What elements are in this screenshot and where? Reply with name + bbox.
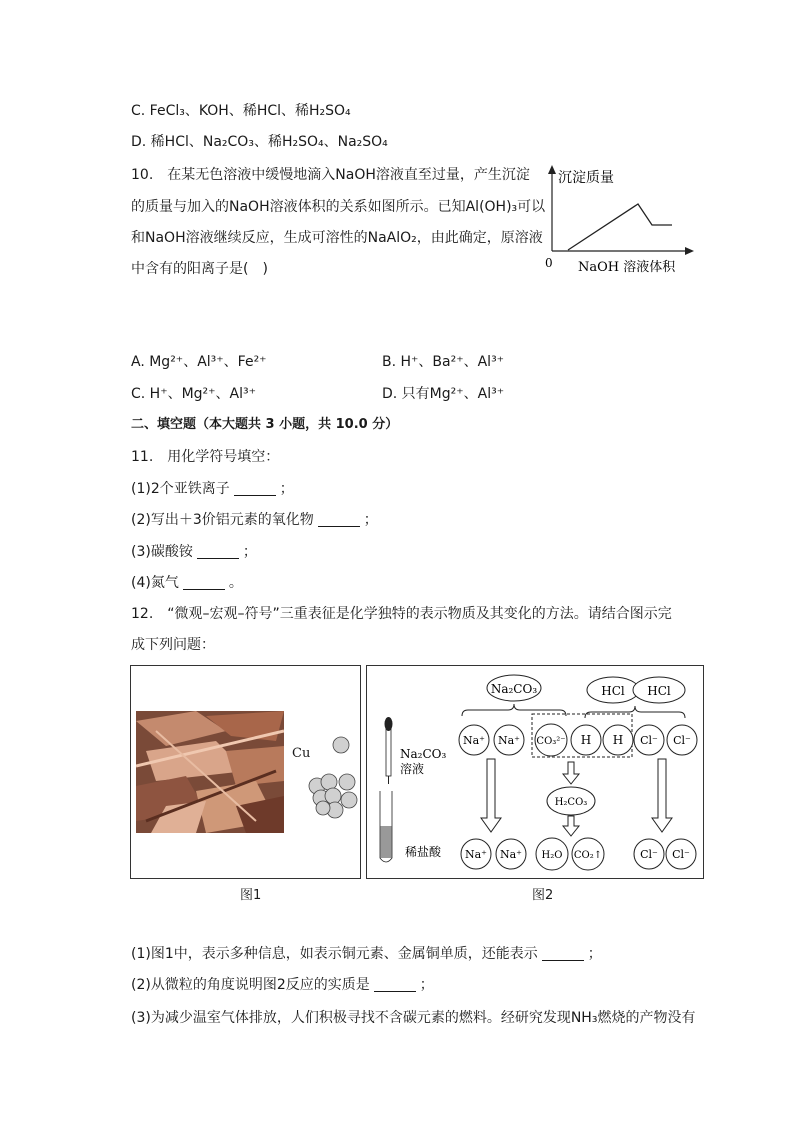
answer-blank[interactable] [542, 946, 584, 961]
graph-origin: 0 [545, 256, 553, 270]
figure-1-caption: 图1 [240, 888, 262, 903]
copper-atoms [303, 730, 363, 820]
answer-blank[interactable] [234, 481, 276, 496]
hcl-label-2: HCl [647, 684, 671, 698]
graph-xlabel: NaOH 溶液体积 [578, 260, 676, 275]
question-12-line1: 12. “微观–宏观–符号”三重表征是化学独特的表示物质及其变化的方法。请结合图示完 [131, 606, 672, 622]
svg-text:Cl⁻: Cl⁻ [640, 848, 658, 861]
question-12-1: (1)图1中，表示多种信息，如表示铜元素、金属铜单质，还能表示 ； [131, 946, 602, 962]
question-11-1: (1)2个亚铁离子 ； [131, 481, 294, 497]
dropper-icon [385, 717, 393, 784]
svg-text:Cl⁻: Cl⁻ [640, 734, 658, 747]
answer-blank[interactable] [197, 544, 239, 559]
svg-text:H: H [580, 733, 592, 747]
option-b: B. H⁺、Ba²⁺、Al³⁺ [382, 354, 505, 370]
question-10-line4: 中含有的阳离子是( ) [131, 261, 268, 277]
question-10-line2: 的质量与加入的NaOH溶液体积的关系如图所示。已知Al(OH)₃可以 [131, 199, 546, 215]
svg-text:H: H [612, 733, 624, 747]
option-c: C. H⁺、Mg²⁺、Al³⁺ [131, 386, 257, 402]
answer-blank[interactable] [318, 512, 360, 527]
cu-label: Cu [292, 746, 311, 761]
hcl-label-1: HCl [601, 684, 625, 698]
question-12-line2: 成下列问题： [131, 637, 215, 653]
y-axis-arrow [548, 165, 556, 174]
question-12-2: (2)从微粒的角度说明图2反应的实质是 ； [131, 977, 434, 993]
question-11-3: (3)碳酸铵 ； [131, 544, 257, 560]
question-12-3: (3)为减少温室气体排放，人们积极寻找不含碳元素的燃料。经研究发现NH₃燃烧的产物没有 [131, 1010, 696, 1026]
svg-text:CO₃²⁻: CO₃²⁻ [536, 736, 566, 747]
question-10-line1: 10. 在某无色溶液中缓慢地滴入NaOH溶液直至过量，产生沉淀 [131, 167, 530, 183]
curve [568, 204, 672, 250]
x-axis-arrow [685, 247, 694, 255]
option-d-q9: D. 稀HCl、Na₂CO₃、稀H₂SO₄、Na₂SO₄ [131, 134, 388, 150]
copper-photo [136, 711, 284, 833]
brace-right [585, 706, 685, 718]
svg-text:H₂CO₃: H₂CO₃ [554, 797, 588, 808]
figure-1 [130, 665, 361, 879]
svg-text:Cl⁻: Cl⁻ [672, 848, 690, 861]
brace-left [462, 704, 566, 716]
answer-blank[interactable] [183, 575, 225, 590]
precipitate-graph [538, 163, 698, 278]
svg-text:H₂O: H₂O [541, 850, 563, 861]
reagent1-top: Na₂CO₃ [400, 747, 447, 761]
graph-ylabel: 沉淀质量 [558, 170, 614, 186]
figure-2-caption: 图2 [532, 888, 554, 903]
question-11-2: (2)写出＋3价铝元素的氧化物 ； [131, 512, 378, 528]
figure-2 [366, 665, 704, 879]
svg-text:Cl⁻: Cl⁻ [673, 734, 691, 747]
svg-text:Na⁺: Na⁺ [465, 848, 487, 861]
question-11: 11. 用化学符号填空： [131, 449, 280, 465]
arrow-mid-bottom [563, 816, 579, 836]
option-c-q9: C. FeCl₃、KOH、稀HCl、稀H₂SO₄ [131, 103, 351, 119]
svg-text:CO₂↑: CO₂↑ [573, 850, 603, 861]
arrow-right [652, 759, 672, 832]
arrow-mid-top [563, 762, 579, 784]
answer-blank[interactable] [374, 977, 416, 992]
reagent2: 稀盐酸 [405, 845, 442, 859]
option-d: D. 只有Mg²⁺、Al³⁺ [382, 386, 505, 402]
test-tube-icon [380, 791, 392, 862]
reagent1-bottom: 溶液 [400, 762, 425, 776]
question-10-line3: 和NaOH溶液继续反应，生成可溶性的NaAlO₂，由此确定，原溶液 [131, 230, 543, 246]
reaction-diagram [367, 666, 703, 878]
question-11-4: (4)氮气 。 [131, 575, 243, 591]
svg-text:Na⁺: Na⁺ [500, 848, 522, 861]
svg-text:Na⁺: Na⁺ [463, 734, 485, 747]
option-a: A. Mg²⁺、Al³⁺、Fe²⁺ [131, 354, 267, 370]
arrow-left [481, 759, 501, 832]
svg-text:Na⁺: Na⁺ [498, 734, 520, 747]
na2co3-label: Na₂CO₃ [490, 682, 538, 696]
section-heading: 二、填空题（本大题共 3 小题，共 10.0 分） [131, 417, 399, 432]
